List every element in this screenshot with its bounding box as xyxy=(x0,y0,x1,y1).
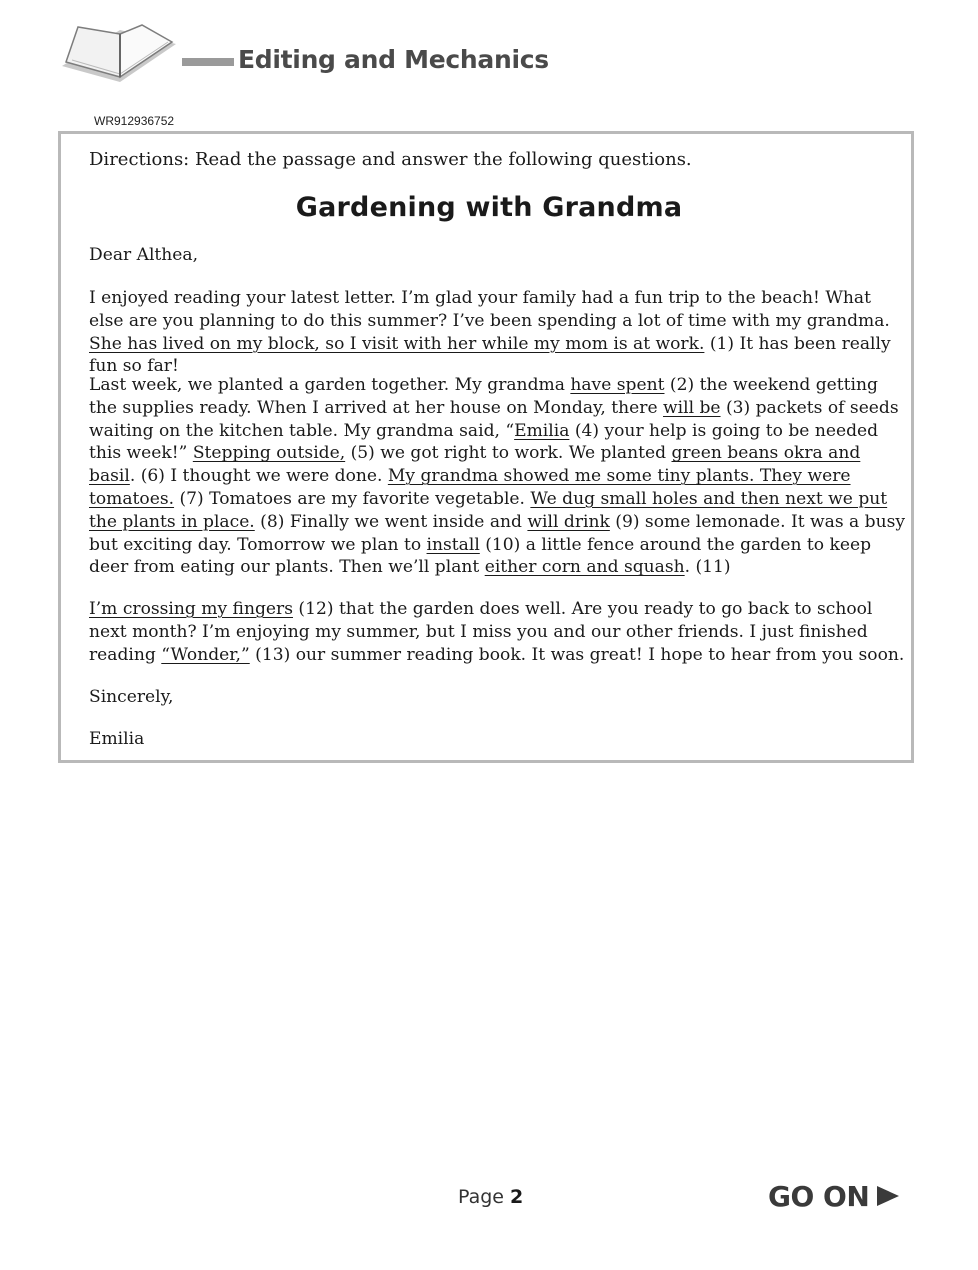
item-id: WR912936752 xyxy=(94,114,175,128)
underlined-phrase-8: We dug small holes and then next we put the plants in place. xyxy=(89,488,888,532)
underlined-phrase-13: “Wonder,” xyxy=(161,644,250,665)
right-triangle-arrow-icon xyxy=(876,1185,900,1207)
underlined-phrase-5: Stepping outside, xyxy=(192,443,346,464)
underlined-phrase-9: will drink xyxy=(527,511,610,532)
passage-title: Gardening with Grandma xyxy=(295,192,683,223)
header xyxy=(58,22,578,112)
section-title: Editing and Mechanics xyxy=(238,45,549,74)
paragraph-3: I’m crossing my fingers (12) that the garden does well. Are you ready to go back to school next month? I’m enjoying my summer, but I miss you and our other friends. I just finished reading “Wonder,” (13) our summer reading book. It was great! I hope to hear from you soon. xyxy=(89,599,905,665)
underlined-sentence-1: She has lived on my block, so I visit with her while my mom is at work. xyxy=(89,333,705,354)
underlined-phrase-4: Emilia xyxy=(514,420,570,441)
underlined-phrase-12: I’m crossing my fingers xyxy=(89,599,293,619)
open-book-icon xyxy=(58,22,182,86)
paragraph-2: Last week, we planted a garden together. My grandma have spent (2) the weekend getting the supplies ready. When I arrived at her house on Monday, there will be (3) packets of seeds waiting on the kitchen table. My grandma said, “Emilia (4) your help is going to be needed this week!” Stepping outside, (5) we got right to work. We planted green beans okra and basil. (6) I thought we were done. My grandma showed me some tiny plants. They were tomatoes. (7) Tomatoes are my favorite vegetable. We dug small holes and then next we put the plants in place. (8) Finally we went inside and will drink (9) some lemonade. It was a busy but exciting day. Tomorrow we plan to install (10) a little fence around the garden to keep deer from eating our plants. Then we’ll plant either corn and squash. (11) xyxy=(89,375,906,578)
letter-signature: Emilia xyxy=(89,729,145,749)
directions: Directions: Read the passage and answer the following questions. xyxy=(89,149,692,170)
underlined-phrase-2: have spent xyxy=(570,375,665,395)
page-number: Page 2 xyxy=(458,1186,524,1208)
header-rule xyxy=(182,58,234,66)
underlined-phrase-6: green beans okra and basil xyxy=(89,443,861,487)
letter-greeting: Dear Althea, xyxy=(89,245,199,265)
underlined-phrase-10: install xyxy=(426,534,480,555)
underlined-phrase-11: either corn and squash xyxy=(484,557,685,578)
underlined-phrase-3: will be xyxy=(663,397,721,418)
paragraph-1: I enjoyed reading your latest letter. I’m glad your family had a fun trip to the beach! What else are you planning to do this summer? I’ve been spending a lot of time with my grandma. She has lived on my block, so I visit with her while my mom is at work. (1) It has been really fun so far! xyxy=(89,288,891,377)
underlined-phrase-7: My grandma showed me some tiny plants. They were tomatoes. xyxy=(89,466,851,509)
go-on-label: GO ON xyxy=(768,1180,870,1213)
letter-closing: Sincerely, xyxy=(89,687,174,707)
